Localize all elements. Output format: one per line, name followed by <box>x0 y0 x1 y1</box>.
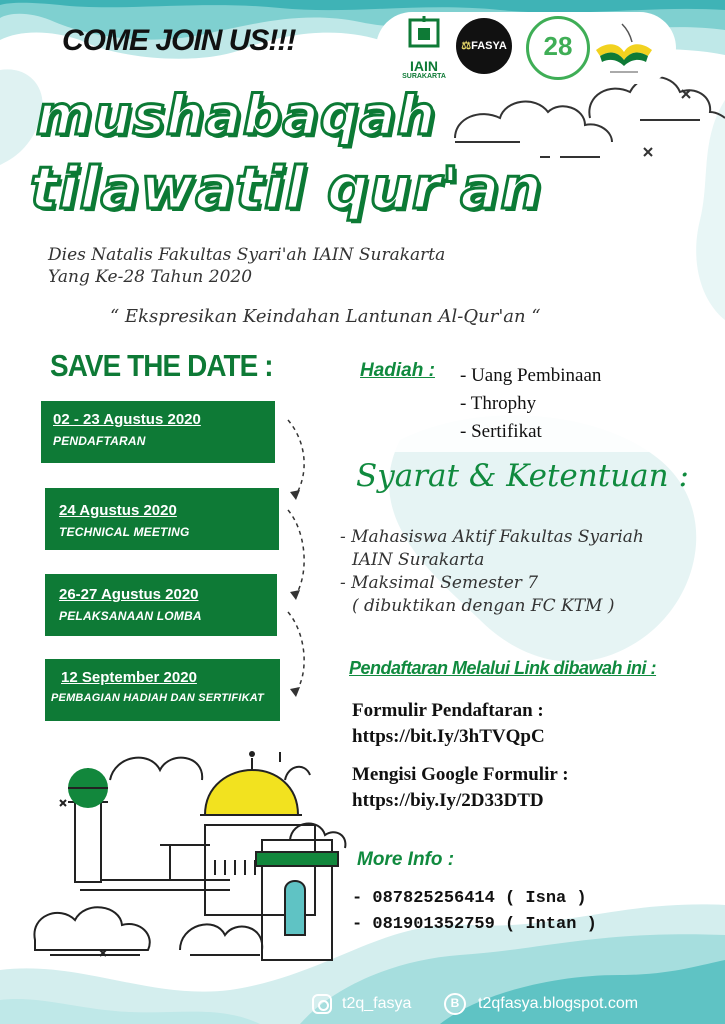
timeline-item-technical-meeting: 24 Agustus 2020 TECHNICAL MEETING <box>45 488 279 550</box>
syarat-item: IAIN Surakarta <box>352 550 485 570</box>
form-label: Formulir Pendaftaran : <box>352 700 544 721</box>
instagram-icon <box>312 994 332 1014</box>
contact-list <box>352 886 597 938</box>
syarat-heading: Syarat & Ketentuan : <box>356 458 689 494</box>
google-form-link[interactable]: https://biy.Iy/2D33DTD <box>352 790 544 811</box>
iain-logo: IAIN SURAKARTA <box>398 16 450 82</box>
google-form-label: Mengisi Google Formulir : <box>352 764 569 785</box>
form-link[interactable]: https://bit.Iy/3hTVQpC <box>352 726 545 747</box>
blogger-icon: B <box>444 993 466 1015</box>
come-join-us-heading: COME JOIN US!!! <box>62 24 296 57</box>
fasya-logo: ⚖FASYA <box>456 18 512 74</box>
contact-item[interactable]: - 081901352759 ( Intan ) <box>352 915 597 934</box>
more-info-heading: More Info : <box>357 849 455 870</box>
syarat-list <box>340 526 644 618</box>
save-the-date-heading: SAVE THE DATE : <box>50 348 273 383</box>
hadiah-item: - Throphy <box>460 393 537 414</box>
syarat-item: - Maksimal Semester 7 <box>340 573 539 593</box>
subtitle-line-2: Yang Ke-28 Tahun 2020 <box>48 267 253 287</box>
hadiah-list <box>460 362 601 446</box>
iain-emblem-icon <box>404 16 444 54</box>
syarat-item: ( dibuktikan dengan FC KTM ) <box>352 596 615 616</box>
hadiah-item: - Sertifikat <box>460 421 542 442</box>
subtitle <box>48 244 445 288</box>
title-line-2: tilawatil qur'an <box>30 154 543 222</box>
dies-natalis-28-logo: 28 <box>526 16 590 80</box>
subtitle-line-1: Dies Natalis Fakultas Syari'ah IAIN Surakarta <box>48 245 446 265</box>
contact-item[interactable]: - 087825256414 ( Isna ) <box>352 889 587 908</box>
timeline-item-awards: 12 September 2020 PEMBAGIAN HADIAH DAN SERTIFIKAT <box>45 659 280 721</box>
timeline-item-registration: 02 - 23 Agustus 2020 PENDAFTARAN <box>41 401 275 463</box>
hadiah-heading: Hadiah : <box>360 360 435 381</box>
t2q-logo <box>592 20 656 78</box>
timeline-item-competition: 26-27 Agustus 2020 PELAKSANAAN LOMBA <box>45 574 277 636</box>
pendaftaran-details <box>352 698 569 814</box>
mosque-illustration <box>30 740 350 970</box>
title-line-1: mushabaqah <box>36 84 437 147</box>
blog-link[interactable]: B t2qfasya.blogspot.com <box>444 990 638 1018</box>
hadiah-item: - Uang Pembinaan <box>460 365 602 386</box>
pendaftaran-heading: Pendaftaran Melalui Link dibawah ini : <box>349 658 657 678</box>
instagram-link[interactable]: t2q_fasya <box>312 990 411 1018</box>
syarat-item: - Mahasiswa Aktif Fakultas Syariah <box>340 527 644 547</box>
theme-quote: “ Ekspresikan Keindahan Lantunan Al-Qur'an “ <box>110 306 541 327</box>
